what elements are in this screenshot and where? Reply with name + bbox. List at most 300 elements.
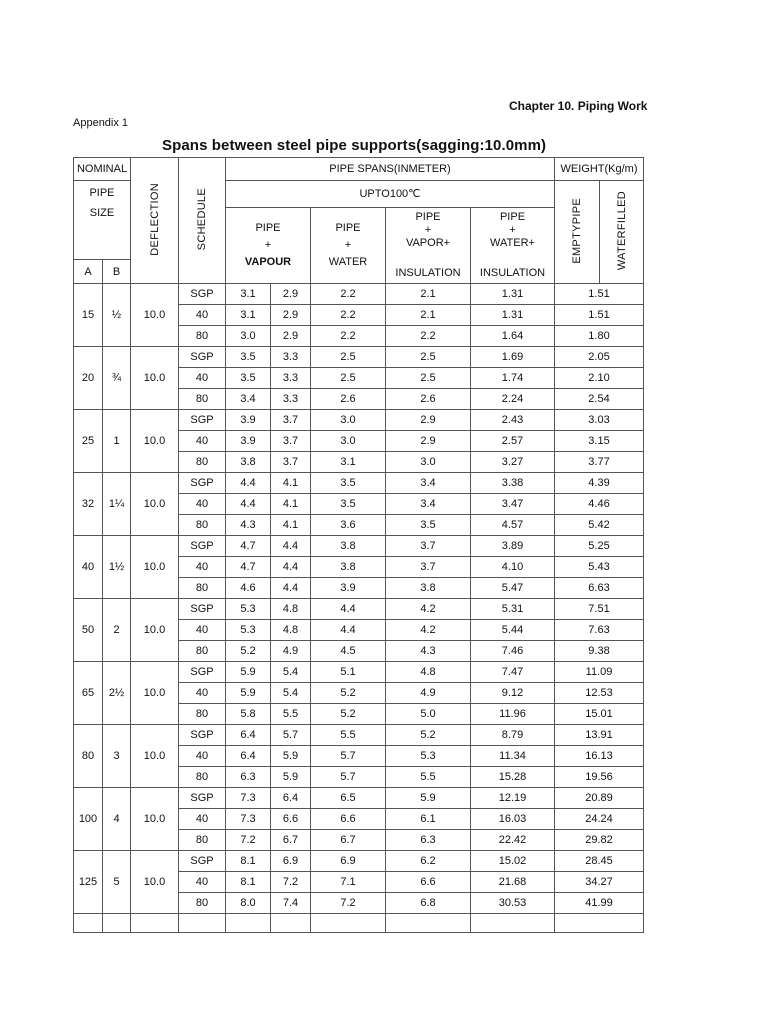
schedule-cell: 40 <box>179 557 226 578</box>
size-b-cell: 1¼ <box>103 473 131 536</box>
size-deflection-cell: 10.0 <box>131 851 179 914</box>
w-cell: 2.05 <box>555 347 644 368</box>
v2-cell: 6.5 <box>311 788 386 809</box>
v1b-cell: 4.1 <box>271 494 311 515</box>
v1a-cell: 3.9 <box>226 431 271 452</box>
w-cell: 5.42 <box>555 515 644 536</box>
w-cell: 29.82 <box>555 830 644 851</box>
schedule-cell: 80 <box>179 578 226 599</box>
size-a-cell: 40 <box>74 536 103 599</box>
size-a-cell: 100 <box>74 788 103 851</box>
v1b-cell: 4.1 <box>271 515 311 536</box>
deflection-header-text: DEFLECTION <box>148 182 161 256</box>
v1b-cell: 6.9 <box>271 851 311 872</box>
w-cell: 41.99 <box>555 893 644 914</box>
table-header <box>74 158 644 284</box>
schedule-cell: 40 <box>179 620 226 641</box>
v3-cell: 3.4 <box>386 473 471 494</box>
v3-cell: 6.8 <box>386 893 471 914</box>
v4-cell: 30.53 <box>471 893 555 914</box>
w-cell: 4.46 <box>555 494 644 515</box>
upto-header: UPTO100℃ <box>226 181 555 208</box>
v3-cell: 6.6 <box>386 872 471 893</box>
v1b-cell: 5.7 <box>271 725 311 746</box>
v2-cell: 5.5 <box>311 725 386 746</box>
v1b-cell: 3.3 <box>271 389 311 410</box>
v4-cell: 11.96 <box>471 704 555 725</box>
v3-cell: 3.5 <box>386 515 471 536</box>
size-deflection-cell: 10.0 <box>131 473 179 536</box>
v1b-cell: 3.7 <box>271 431 311 452</box>
v1b-cell: 3.3 <box>271 368 311 389</box>
size-b-cell: 5 <box>103 851 131 914</box>
pwi-l2: + <box>509 224 516 236</box>
appendix-label: Appendix 1 <box>73 117 129 129</box>
v2-cell: 2.2 <box>311 284 386 305</box>
w-cell: 34.27 <box>555 872 644 893</box>
w-cell: 7.63 <box>555 620 644 641</box>
v2-cell: 3.5 <box>311 473 386 494</box>
v3-cell: 5.0 <box>386 704 471 725</box>
pipe-vapour-l3: VAPOUR <box>244 256 292 268</box>
schedule-header <box>179 158 226 284</box>
v1a-cell: 5.2 <box>226 641 271 662</box>
size-b-cell: 3 <box>103 725 131 788</box>
w-cell: 3.15 <box>555 431 644 452</box>
schedule-cell: 80 <box>179 389 226 410</box>
v3-cell: 3.8 <box>386 578 471 599</box>
v1a-cell: 3.0 <box>226 326 271 347</box>
v1b-cell: 4.1 <box>271 473 311 494</box>
v1b-cell: 4.4 <box>271 557 311 578</box>
v3-cell: 4.9 <box>386 683 471 704</box>
v1b-cell: 4.8 <box>271 599 311 620</box>
v1a-cell: 5.8 <box>226 704 271 725</box>
empty-cell <box>74 914 103 933</box>
v4-cell: 5.47 <box>471 578 555 599</box>
v3-cell: 2.2 <box>386 326 471 347</box>
nominal-header: NOMINAL <box>74 158 131 181</box>
size-b-cell: 4 <box>103 788 131 851</box>
v2-cell: 7.1 <box>311 872 386 893</box>
v2-cell: 2.5 <box>311 368 386 389</box>
empty-cell <box>555 914 644 933</box>
w-cell: 7.51 <box>555 599 644 620</box>
v2-cell: 5.7 <box>311 767 386 788</box>
pipe-water-l3: WATER <box>328 256 368 268</box>
w-cell: 12.53 <box>555 683 644 704</box>
empty-cell <box>271 914 311 933</box>
table-row <box>74 788 644 809</box>
v2-cell: 3.5 <box>311 494 386 515</box>
size-deflection-cell: 10.0 <box>131 536 179 599</box>
schedule-cell: 80 <box>179 641 226 662</box>
v4-cell: 9.12 <box>471 683 555 704</box>
w-cell: 24.24 <box>555 809 644 830</box>
v1b-cell: 6.7 <box>271 830 311 851</box>
v4-cell: 2.24 <box>471 389 555 410</box>
v1b-cell: 3.7 <box>271 410 311 431</box>
size-a-cell: 65 <box>74 662 103 725</box>
v4-cell: 1.31 <box>471 284 555 305</box>
v2-cell: 5.2 <box>311 704 386 725</box>
v2-cell: 3.9 <box>311 578 386 599</box>
empty-cell <box>179 914 226 933</box>
v1a-cell: 8.0 <box>226 893 271 914</box>
v2-cell: 2.5 <box>311 347 386 368</box>
empty-cell <box>226 914 271 933</box>
table-row <box>74 725 644 746</box>
v1a-cell: 5.9 <box>226 683 271 704</box>
v3-cell: 2.9 <box>386 431 471 452</box>
v2-cell: 3.8 <box>311 557 386 578</box>
w-cell: 28.45 <box>555 851 644 872</box>
v3-cell: 5.2 <box>386 725 471 746</box>
w-cell: 3.77 <box>555 452 644 473</box>
w-cell: 5.25 <box>555 536 644 557</box>
v4-cell: 21.68 <box>471 872 555 893</box>
schedule-cell: SGP <box>179 284 226 305</box>
v2-cell: 3.0 <box>311 431 386 452</box>
v1b-cell: 5.9 <box>271 767 311 788</box>
table-body <box>74 284 644 933</box>
size-b-cell: ½ <box>103 284 131 347</box>
empty-cell <box>103 914 131 933</box>
v1a-cell: 4.4 <box>226 494 271 515</box>
w-cell: 16.13 <box>555 746 644 767</box>
size-a-cell: 20 <box>74 347 103 410</box>
pipe-label: PIPE <box>89 187 115 199</box>
v2-cell: 3.8 <box>311 536 386 557</box>
w-cell: 5.43 <box>555 557 644 578</box>
v2-cell: 4.5 <box>311 641 386 662</box>
v1a-cell: 4.7 <box>226 557 271 578</box>
w-cell: 2.54 <box>555 389 644 410</box>
size-deflection-cell: 10.0 <box>131 284 179 347</box>
v2-cell: 6.6 <box>311 809 386 830</box>
v2-cell: 2.2 <box>311 305 386 326</box>
pipe-vapour-l2: + <box>264 239 272 251</box>
v4-cell: 1.31 <box>471 305 555 326</box>
w-cell: 9.38 <box>555 641 644 662</box>
water-filled-text: WATERFILLED <box>615 190 628 271</box>
schedule-cell: 40 <box>179 494 226 515</box>
v1b-cell: 4.8 <box>271 620 311 641</box>
v1b-cell: 5.4 <box>271 683 311 704</box>
pipe-size-header <box>74 181 131 260</box>
pwi-l3: WATER+ <box>490 237 535 249</box>
w-cell: 1.80 <box>555 326 644 347</box>
v4-cell: 8.79 <box>471 725 555 746</box>
w-cell: 1.51 <box>555 284 644 305</box>
v1b-cell: 4.4 <box>271 536 311 557</box>
pwi-l1: PIPE <box>499 211 526 223</box>
v4-cell: 1.74 <box>471 368 555 389</box>
v1b-cell: 4.4 <box>271 578 311 599</box>
v1b-cell: 6.6 <box>271 809 311 830</box>
w-cell: 6.63 <box>555 578 644 599</box>
w-cell: 15.01 <box>555 704 644 725</box>
v4-cell: 3.27 <box>471 452 555 473</box>
size-b-cell: ¾ <box>103 347 131 410</box>
v2-cell: 6.7 <box>311 830 386 851</box>
v1b-cell: 2.9 <box>271 284 311 305</box>
v3-cell: 3.7 <box>386 557 471 578</box>
page-title: Spans between steel pipe supports(sagging:10.0mm) <box>162 137 547 154</box>
schedule-cell: SGP <box>179 410 226 431</box>
schedule-cell: SGP <box>179 662 226 683</box>
v3-cell: 3.0 <box>386 452 471 473</box>
v4-cell: 5.44 <box>471 620 555 641</box>
v1b-cell: 6.4 <box>271 788 311 809</box>
v2-cell: 2.6 <box>311 389 386 410</box>
v1b-cell: 4.9 <box>271 641 311 662</box>
v3-cell: 6.2 <box>386 851 471 872</box>
v1a-cell: 6.4 <box>226 746 271 767</box>
size-b-cell: 2 <box>103 599 131 662</box>
v4-cell: 22.42 <box>471 830 555 851</box>
schedule-cell: 40 <box>179 431 226 452</box>
empty-cell <box>471 914 555 933</box>
w-cell: 2.10 <box>555 368 644 389</box>
v2-cell: 2.2 <box>311 326 386 347</box>
size-deflection-cell: 10.0 <box>131 788 179 851</box>
v3-cell: 5.3 <box>386 746 471 767</box>
v3-cell: 3.4 <box>386 494 471 515</box>
v4-cell: 4.57 <box>471 515 555 536</box>
v1a-cell: 4.7 <box>226 536 271 557</box>
v4-cell: 3.89 <box>471 536 555 557</box>
schedule-cell: SGP <box>179 725 226 746</box>
b-header: B <box>103 260 131 284</box>
v1a-cell: 7.3 <box>226 788 271 809</box>
schedule-cell: SGP <box>179 851 226 872</box>
table-row <box>74 410 644 431</box>
empty-cell <box>311 914 386 933</box>
size-label: SIZE <box>89 207 115 219</box>
empty-pipe-text: EMPTYPIPE <box>571 197 584 264</box>
schedule-cell: 40 <box>179 809 226 830</box>
table-row <box>74 599 644 620</box>
pipe-water-header <box>311 208 386 284</box>
v1b-cell: 5.5 <box>271 704 311 725</box>
v1b-cell: 5.9 <box>271 746 311 767</box>
v2-cell: 6.9 <box>311 851 386 872</box>
table-row <box>74 536 644 557</box>
v2-cell: 3.6 <box>311 515 386 536</box>
w-cell: 19.56 <box>555 767 644 788</box>
table-row <box>74 851 644 872</box>
schedule-cell: SGP <box>179 473 226 494</box>
schedule-cell: 80 <box>179 893 226 914</box>
schedule-cell: 40 <box>179 683 226 704</box>
v4-cell: 15.02 <box>471 851 555 872</box>
pvi-l4: INSULATION <box>395 267 461 279</box>
v1a-cell: 5.3 <box>226 599 271 620</box>
schedule-cell: SGP <box>179 788 226 809</box>
size-a-cell: 25 <box>74 410 103 473</box>
v1a-cell: 3.5 <box>226 347 271 368</box>
v2-cell: 5.7 <box>311 746 386 767</box>
schedule-cell: 80 <box>179 704 226 725</box>
v4-cell: 15.28 <box>471 767 555 788</box>
v1b-cell: 7.2 <box>271 872 311 893</box>
w-cell: 4.39 <box>555 473 644 494</box>
size-b-cell: 1½ <box>103 536 131 599</box>
v2-cell: 5.1 <box>311 662 386 683</box>
w-cell: 3.03 <box>555 410 644 431</box>
v3-cell: 4.2 <box>386 599 471 620</box>
pipe-water-l2: + <box>344 239 352 251</box>
empty-cell <box>131 914 179 933</box>
a-header: A <box>74 260 103 284</box>
table-row <box>74 347 644 368</box>
v1b-cell: 2.9 <box>271 305 311 326</box>
v1a-cell: 3.4 <box>226 389 271 410</box>
v4-cell: 1.69 <box>471 347 555 368</box>
pipe-vapour-l1: PIPE <box>255 222 281 234</box>
water-filled-header <box>600 181 644 284</box>
v1a-cell: 4.3 <box>226 515 271 536</box>
schedule-cell: 80 <box>179 326 226 347</box>
size-a-cell: 50 <box>74 599 103 662</box>
v3-cell: 4.8 <box>386 662 471 683</box>
v4-cell: 1.64 <box>471 326 555 347</box>
v1a-cell: 3.5 <box>226 368 271 389</box>
v3-cell: 2.1 <box>386 284 471 305</box>
v1b-cell: 5.4 <box>271 662 311 683</box>
v4-cell: 3.38 <box>471 473 555 494</box>
empty-row <box>74 914 644 933</box>
schedule-cell: 40 <box>179 368 226 389</box>
size-a-cell: 15 <box>74 284 103 347</box>
v1a-cell: 3.1 <box>226 305 271 326</box>
v1a-cell: 7.3 <box>226 809 271 830</box>
size-a-cell: 80 <box>74 725 103 788</box>
table-row <box>74 473 644 494</box>
v1a-cell: 8.1 <box>226 872 271 893</box>
schedule-cell: SGP <box>179 347 226 368</box>
w-cell: 1.51 <box>555 305 644 326</box>
v3-cell: 4.2 <box>386 620 471 641</box>
v1b-cell: 2.9 <box>271 326 311 347</box>
v4-cell: 4.10 <box>471 557 555 578</box>
size-b-cell: 1 <box>103 410 131 473</box>
v1a-cell: 5.9 <box>226 662 271 683</box>
v3-cell: 2.5 <box>386 368 471 389</box>
v3-cell: 6.3 <box>386 830 471 851</box>
pipe-water-insulation-header <box>471 208 555 284</box>
v4-cell: 2.57 <box>471 431 555 452</box>
v4-cell: 16.03 <box>471 809 555 830</box>
pipe-spans-header: PIPE SPANS(INMETER) <box>226 158 555 181</box>
chapter-heading: Chapter 10. Piping Work <box>509 99 648 113</box>
v4-cell: 7.46 <box>471 641 555 662</box>
size-deflection-cell: 10.0 <box>131 662 179 725</box>
size-a-cell: 125 <box>74 851 103 914</box>
weight-header: WEIGHT(Kg/m) <box>555 158 644 181</box>
table-row <box>74 284 644 305</box>
v1b-cell: 3.3 <box>271 347 311 368</box>
schedule-cell: SGP <box>179 599 226 620</box>
pvi-l3: VAPOR+ <box>405 237 451 249</box>
v3-cell: 5.9 <box>386 788 471 809</box>
v1a-cell: 8.1 <box>226 851 271 872</box>
v1a-cell: 4.6 <box>226 578 271 599</box>
w-cell: 11.09 <box>555 662 644 683</box>
w-cell: 20.89 <box>555 788 644 809</box>
v2-cell: 4.4 <box>311 599 386 620</box>
v1a-cell: 6.3 <box>226 767 271 788</box>
v3-cell: 4.3 <box>386 641 471 662</box>
v2-cell: 3.1 <box>311 452 386 473</box>
v4-cell: 12.19 <box>471 788 555 809</box>
schedule-cell: 40 <box>179 746 226 767</box>
size-deflection-cell: 10.0 <box>131 599 179 662</box>
schedule-cell: 40 <box>179 305 226 326</box>
v3-cell: 2.9 <box>386 410 471 431</box>
v1a-cell: 3.8 <box>226 452 271 473</box>
size-a-cell: 32 <box>74 473 103 536</box>
schedule-cell: SGP <box>179 536 226 557</box>
v1a-cell: 3.9 <box>226 410 271 431</box>
deflection-header <box>131 158 179 284</box>
size-deflection-cell: 10.0 <box>131 410 179 473</box>
v1b-cell: 3.7 <box>271 452 311 473</box>
pipe-vapor-insulation-header <box>386 208 471 284</box>
pipe-span-table <box>73 157 644 933</box>
v1a-cell: 5.3 <box>226 620 271 641</box>
table-row <box>74 662 644 683</box>
pvi-l1: PIPE <box>415 211 441 223</box>
schedule-cell: 40 <box>179 872 226 893</box>
empty-cell <box>386 914 471 933</box>
schedule-cell: 80 <box>179 830 226 851</box>
v2-cell: 3.0 <box>311 410 386 431</box>
v4-cell: 7.47 <box>471 662 555 683</box>
v3-cell: 2.6 <box>386 389 471 410</box>
v1a-cell: 4.4 <box>226 473 271 494</box>
v3-cell: 2.1 <box>386 305 471 326</box>
v1a-cell: 6.4 <box>226 725 271 746</box>
empty-pipe-header <box>555 181 600 284</box>
v3-cell: 3.7 <box>386 536 471 557</box>
v4-cell: 2.43 <box>471 410 555 431</box>
v1b-cell: 7.4 <box>271 893 311 914</box>
v3-cell: 6.1 <box>386 809 471 830</box>
schedule-cell: 80 <box>179 515 226 536</box>
pipe-water-l1: PIPE <box>335 222 361 234</box>
schedule-cell: 80 <box>179 767 226 788</box>
w-cell: 13.91 <box>555 725 644 746</box>
v1a-cell: 3.1 <box>226 284 271 305</box>
size-b-cell: 2½ <box>103 662 131 725</box>
v4-cell: 11.34 <box>471 746 555 767</box>
pwi-l4: INSULATION <box>479 267 546 279</box>
v4-cell: 5.31 <box>471 599 555 620</box>
v1a-cell: 7.2 <box>226 830 271 851</box>
v2-cell: 5.2 <box>311 683 386 704</box>
v3-cell: 5.5 <box>386 767 471 788</box>
size-deflection-cell: 10.0 <box>131 725 179 788</box>
size-deflection-cell: 10.0 <box>131 347 179 410</box>
v4-cell: 3.47 <box>471 494 555 515</box>
v2-cell: 4.4 <box>311 620 386 641</box>
schedule-cell: 80 <box>179 452 226 473</box>
pipe-vapour-header <box>226 208 311 284</box>
schedule-header-text: SCHEDULE <box>196 187 208 251</box>
pvi-l2: + <box>424 224 432 236</box>
